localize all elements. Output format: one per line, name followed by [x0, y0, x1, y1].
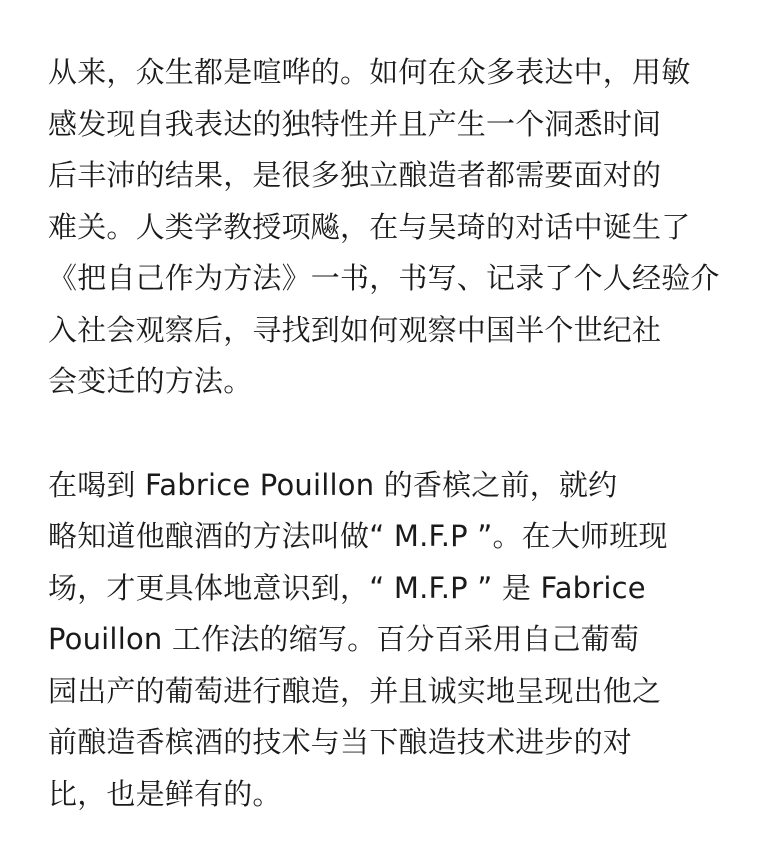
- text-line: 从来，众生都是喧哗的。如何在众多表达中，用敏: [48, 55, 691, 89]
- text-line: 《把自己作为方法》一书，书写、记录了个人经验介: [48, 261, 720, 295]
- text-line: 在喝到 Fabrice Pouillon 的香槟之前，就约: [48, 467, 618, 502]
- text-line: 会变迁的方法。: [48, 364, 253, 398]
- text-line: 略知道他酿酒的方法叫做“ M.F.P ”。在大师班现: [48, 519, 668, 553]
- text-line: 入社会观察后，寻找到如何观察中国半个世纪社: [48, 312, 662, 347]
- text-line: 比，也是鲜有的。: [48, 776, 282, 811]
- paragraph-spacer: [48, 408, 739, 460]
- text-line: 园出产的葡萄进行酿造，并且诚实地呈现出他之: [48, 673, 662, 708]
- text-line: Pouillon 工作法的缩写。百分百采用自己葡萄: [48, 622, 640, 656]
- text-line: 感发现自我表达的独特性并且产生一个洞悉时间: [48, 106, 662, 141]
- paragraph-mfp-method: [48, 460, 739, 821]
- paragraph-self-as-method: [48, 47, 739, 408]
- text-line: 前酿造香槟酒的技术与当下酿造技术进步的对: [48, 725, 633, 759]
- text-line: 难关。人类学教授项飚，在与吴琦的对话中诞生了: [48, 209, 691, 244]
- text-line: 后丰沛的结果，是很多独立酿造者都需要面对的: [48, 158, 662, 192]
- text-line: 场，才更具体地意识到，“ M.F.P ” 是 Fabrice: [48, 570, 646, 605]
